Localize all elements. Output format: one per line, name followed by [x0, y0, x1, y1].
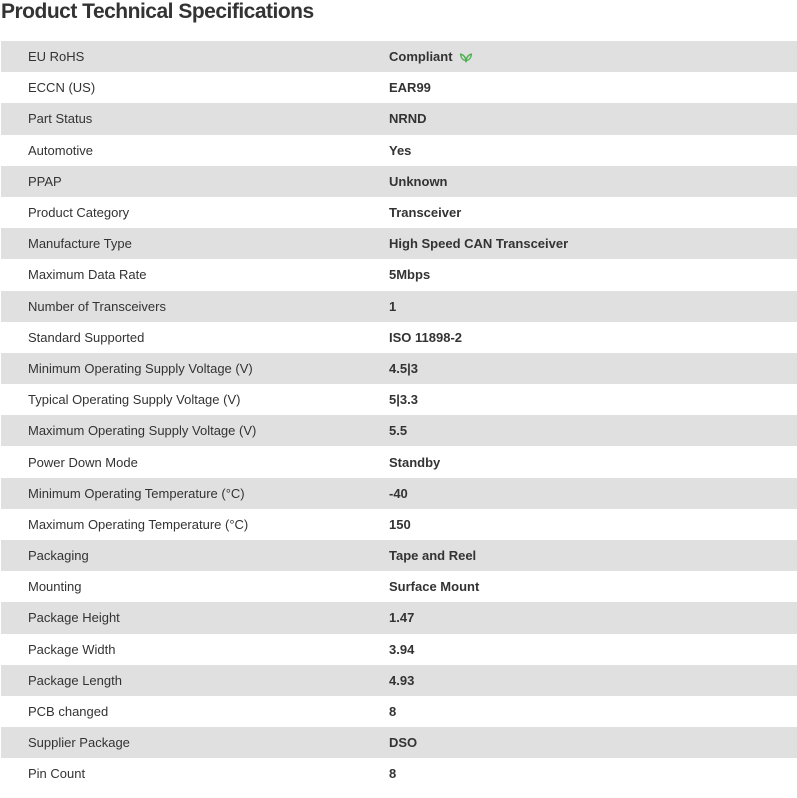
spec-row: [1, 509, 797, 540]
spec-label: Standard Supported: [28, 329, 145, 345]
spec-label: Manufacture Type: [28, 236, 132, 252]
spec-row: [1, 634, 797, 665]
spec-label: Minimum Operating Temperature (°C): [28, 485, 245, 501]
spec-value-text: NRND: [389, 111, 427, 127]
spec-label: Mounting: [28, 579, 82, 595]
spec-row: [1, 602, 797, 633]
spec-value-text: EAR99: [389, 80, 431, 96]
spec-label: Package Height: [28, 610, 120, 626]
spec-value: [389, 610, 414, 625]
spec-row: [1, 665, 797, 696]
spec-value-text: 3.94: [389, 641, 415, 657]
spec-table: [1, 41, 797, 790]
spec-value-text: 5|3.3: [389, 392, 418, 408]
spec-value: [389, 330, 462, 345]
spec-row: [1, 166, 797, 197]
spec-row: [1, 727, 797, 758]
spec-row: [1, 322, 797, 353]
spec-row: [1, 103, 797, 134]
spec-value-text: Tape and Reel: [389, 548, 477, 564]
spec-value: [389, 236, 568, 251]
spec-row: [1, 571, 797, 602]
spec-value-text: 5Mbps: [389, 267, 431, 283]
spec-value-text: 150: [389, 516, 411, 532]
spec-value: [389, 455, 440, 470]
spec-label: Pin Count: [28, 766, 86, 782]
spec-value: [389, 579, 479, 594]
spec-row: [1, 384, 797, 415]
spec-value: [389, 673, 414, 688]
spec-label: Product Category: [28, 205, 130, 221]
spec-label: Package Length: [28, 672, 122, 688]
spec-value-text: 4.5|3: [389, 360, 418, 376]
spec-value-text: Surface Mount: [389, 579, 480, 595]
spec-row: [1, 446, 797, 477]
spec-label: Minimum Operating Supply Voltage (V): [28, 360, 253, 376]
spec-value-text: High Speed CAN Transceiver: [389, 236, 569, 252]
spec-row: [1, 696, 797, 727]
spec-row: [1, 228, 797, 259]
spec-value-text: DSO: [389, 735, 418, 751]
spec-label: PCB changed: [28, 704, 109, 720]
spec-value-text: Yes: [389, 142, 412, 158]
spec-value-text: 5.5: [389, 423, 408, 439]
spec-label: Power Down Mode: [28, 454, 138, 470]
spec-row: [1, 41, 797, 72]
spec-value: [389, 392, 418, 407]
spec-value-text: Compliant: [389, 49, 453, 65]
spec-value-text: -40: [389, 485, 408, 501]
spec-value: [389, 361, 418, 376]
spec-label: ECCN (US): [28, 80, 96, 96]
spec-value-text: Standby: [389, 454, 441, 470]
spec-value: [389, 735, 417, 750]
spec-value: [389, 704, 396, 719]
spec-value: [389, 143, 411, 158]
spec-row: [1, 758, 797, 789]
page-title: Product Technical Specifications: [1, 0, 314, 23]
spec-label: Number of Transceivers: [28, 298, 166, 314]
spec-value: [389, 111, 427, 126]
spec-value: [389, 299, 396, 314]
spec-value: [389, 423, 407, 438]
spec-value: [389, 267, 430, 282]
spec-label: Package Width: [28, 641, 116, 657]
spec-value: [389, 548, 476, 563]
spec-value: [389, 174, 448, 189]
spec-row: [1, 135, 797, 166]
spec-row: [1, 291, 797, 322]
spec-value: [389, 486, 408, 501]
spec-label: Maximum Operating Supply Voltage (V): [28, 423, 257, 439]
spec-value-text: ISO 11898-2: [389, 329, 462, 345]
spec-label: Maximum Data Rate: [28, 267, 147, 283]
spec-value: [389, 205, 461, 220]
spec-label: Part Status: [28, 111, 93, 127]
spec-label: Automotive: [28, 142, 94, 158]
spec-value-text: 4.93: [389, 672, 415, 688]
spec-value-text: 8: [389, 766, 397, 782]
spec-label: Typical Operating Supply Voltage (V): [28, 392, 241, 408]
spec-value: [389, 80, 431, 95]
spec-value-text: 1.47: [389, 610, 415, 626]
spec-label: Supplier Package: [28, 735, 130, 751]
spec-label: PPAP: [28, 173, 62, 189]
spec-value: [389, 517, 411, 532]
spec-label: Packaging: [28, 548, 89, 564]
spec-value-text: 1: [389, 298, 397, 314]
spec-row: [1, 259, 797, 290]
spec-value-text: 8: [389, 704, 397, 720]
leaf-icon: [459, 51, 473, 63]
spec-label: EU RoHS: [28, 49, 85, 65]
spec-row: [1, 353, 797, 384]
spec-row: [1, 72, 797, 103]
spec-row: [1, 540, 797, 571]
spec-row: [1, 197, 797, 228]
spec-value-text: Unknown: [389, 173, 448, 189]
spec-value: [389, 642, 414, 657]
spec-value: [389, 49, 473, 64]
spec-label: Maximum Operating Temperature (°C): [28, 516, 249, 532]
spec-row: [1, 415, 797, 446]
spec-value: [389, 766, 396, 781]
spec-row: [1, 478, 797, 509]
spec-value-text: Transceiver: [389, 205, 462, 221]
